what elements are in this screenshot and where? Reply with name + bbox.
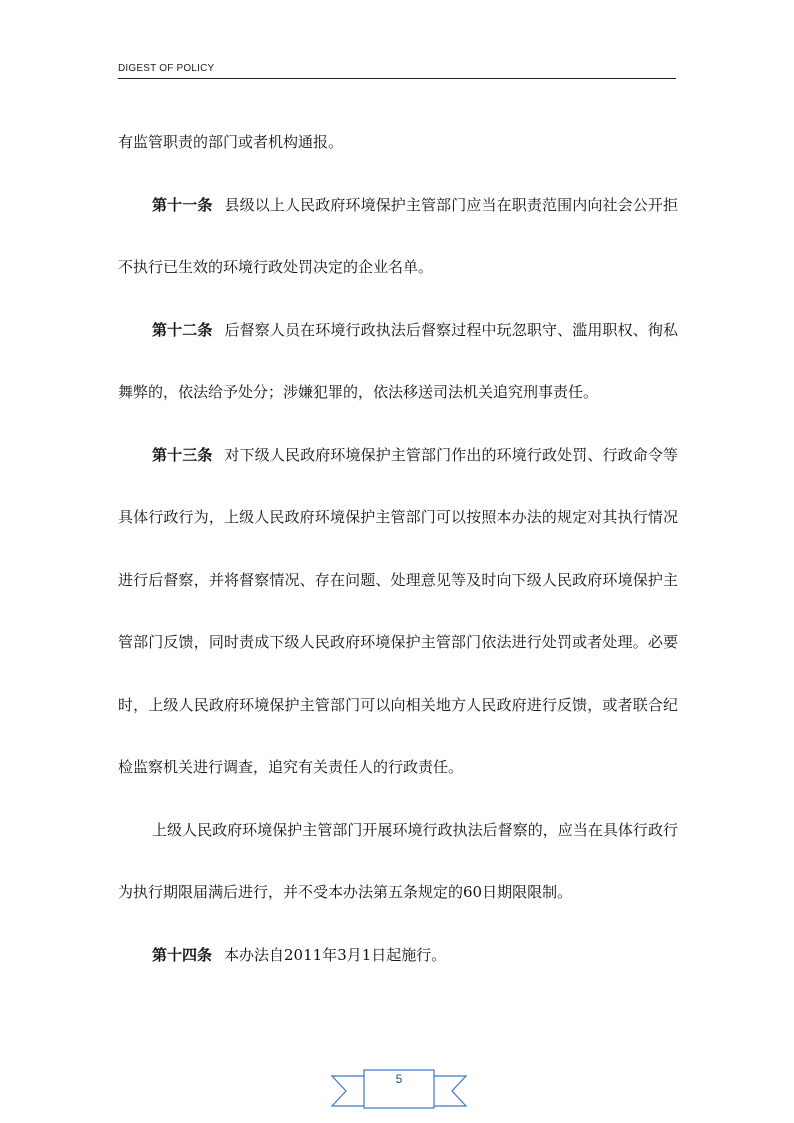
article-14 xyxy=(118,924,678,987)
paragraph-text: 后督察人员在环境行政执法后督察过程中玩忽职守、滥用职权、徇私舞弊的，依法给予处分；涉嫌犯罪的，依法移送司法机关追究刑事责任。 xyxy=(118,320,678,401)
header-title: DIGEST OF POLICY xyxy=(118,63,215,74)
document-body xyxy=(118,111,678,986)
article-12 xyxy=(118,299,678,424)
paragraph-text: 有监管职责的部门或者机构通报。 xyxy=(118,133,344,151)
article-heading: 第十二条 xyxy=(152,320,213,339)
paragraph xyxy=(118,799,678,924)
article-heading: 第十三条 xyxy=(152,445,213,464)
paragraph-text: 本办法自2011年3月1日起施行。 xyxy=(224,945,447,964)
paragraph xyxy=(118,111,678,174)
article-heading: 第十一条 xyxy=(152,195,213,214)
paragraph-text: 上级人民政府环境保护主管部门开展环境行政执法后督察的，应当在具体行政行为执行期限届满后进行，并不受本办法第五条规定的60日期限限制。 xyxy=(118,820,678,901)
paragraph-text: 县级以上人民政府环境保护主管部门应当在职责范围内向社会公开拒不执行已生效的环境行政处罚决定的企业名单。 xyxy=(118,195,678,276)
page-header xyxy=(118,56,676,79)
article-heading: 第十四条 xyxy=(152,945,213,964)
article-11 xyxy=(118,174,678,299)
paragraph-text: 对下级人民政府环境保护主管部门作出的环境行政处罚、行政命令等具体行政行为，上级人民政府环境保护主管部门可以按照本办法的规定对其执行情况进行后督察，并将督察情况、存在问题、处理意见等及时向下级人民政府环境保护主管部门反馈，同时责成下级人民政府环境保护主管部门依法进行处罚或者处理。必要时，上级人民政府环境保护主管部门可以向相关地方人民政府进行反馈，或者联合纪检监察机关进行调查，追究有关责任人的行政责任。 xyxy=(118,445,678,776)
page-number: 5 xyxy=(395,1072,403,1086)
page-footer xyxy=(0,1068,794,1112)
article-13 xyxy=(118,424,678,799)
